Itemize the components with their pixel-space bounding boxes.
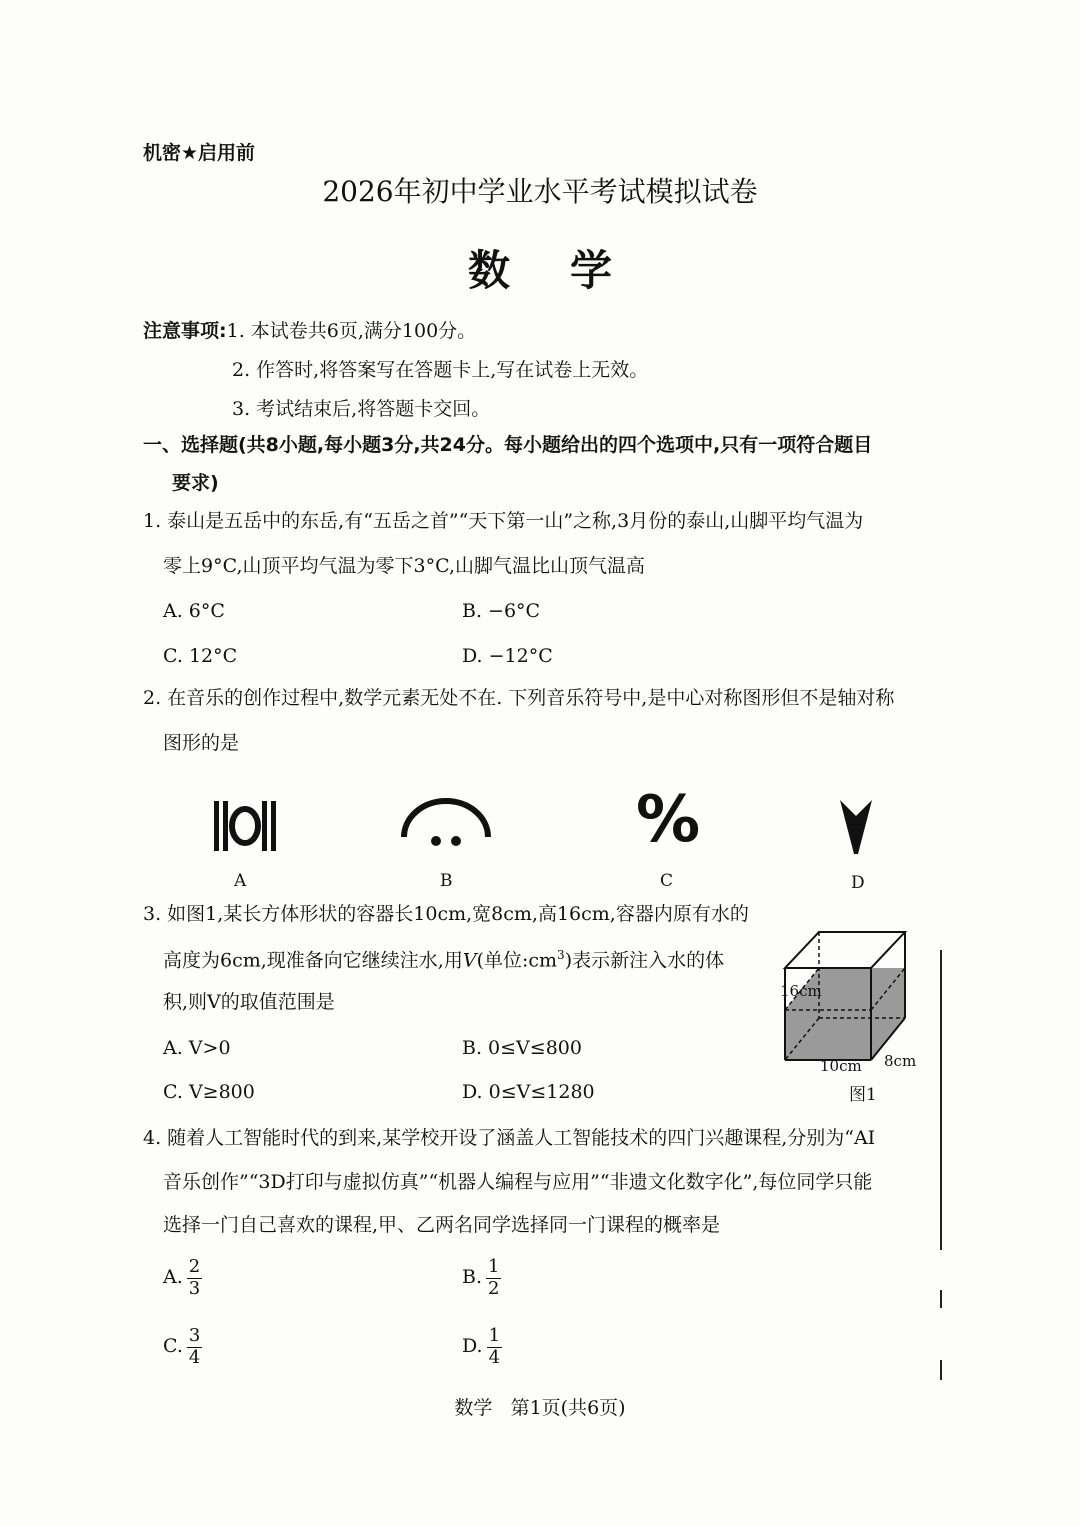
confidential-mark: 机密★启用前 (143, 142, 256, 164)
footer-subject: 数学 (454, 1397, 493, 1419)
note-item: 3. 考试结束后,将答题卡交回。 (232, 398, 491, 420)
fraction-numerator: 1 (488, 1256, 500, 1277)
footer-page: 第1页(共6页) (510, 1397, 626, 1419)
fraction-numerator: 1 (488, 1325, 501, 1346)
section-heading: 一、选择题(共8小题,每小题3分,共24分。每小题给出的四个选项中,只有一项符合题目 (143, 434, 873, 456)
fraction-numerator: 3 (188, 1325, 201, 1346)
q4-stem-cont: 音乐创作”“3D打印与虚拟仿真”“机器人编程与应用”“非遗文化数字化”,每位同学只能 (163, 1171, 873, 1193)
q1-stem: 1. 泰山是五岳中的东岳,有“五岳之首”“天下第一山”之称,3月份的泰山,山脚平均气温为 (143, 510, 864, 532)
scan-margin-mark (940, 1290, 942, 1308)
figure-height-label: 16cm (780, 982, 822, 1000)
scan-margin-mark (940, 1360, 942, 1380)
option-letter: B. (462, 1266, 483, 1289)
q3-stem: 3. 如图1,某长方体形状的容器长10cm,宽8cm,高16cm,容器内原有水的 (143, 903, 749, 925)
q4-option-b (462, 1257, 501, 1299)
q1-option-a: A. 6°C (163, 600, 225, 622)
note-item: 1. 本试卷共6页,满分100分。 (226, 320, 477, 342)
q3-option-d: D. 0≤V≤1280 (462, 1081, 595, 1103)
q1-stem-cont: 零上9°C,山顶平均气温为零下3°C,山脚气温比山顶气温高 (163, 555, 645, 577)
q3-text: 高度为6cm,现准备向它继续注水,用 (163, 949, 463, 972)
q1-option-c: C. 12°C (163, 645, 238, 667)
notes-line-1 (143, 322, 476, 341)
music-symbol-d-icon (836, 796, 876, 858)
q4-option-d (462, 1326, 502, 1368)
q2-stem: 2. 在音乐的创作过程中,数学元素无处不在. 下列音乐符号中,是中心对称图形但不是轴对称 (143, 687, 895, 709)
figure-width-label: 8cm (884, 1052, 917, 1070)
q3-option-c: C. V≥800 (163, 1081, 255, 1103)
figure-caption: 图1 (849, 1085, 877, 1105)
q3-stem-cont2: 积,则V的取值范围是 (163, 991, 335, 1013)
music-symbol-a-icon (210, 795, 280, 857)
symbol-label-d: D (851, 873, 865, 893)
fraction-denominator: 3 (188, 1277, 201, 1299)
fraction-denominator: 2 (488, 1277, 500, 1299)
option-letter: A. (163, 1266, 183, 1289)
q3-option-a: A. V>0 (163, 1037, 231, 1059)
q3-var: V (462, 949, 477, 972)
fraction-denominator: 4 (488, 1346, 501, 1368)
q3-option-b: B. 0≤V≤800 (462, 1037, 582, 1059)
q4-option-a (163, 1257, 202, 1299)
music-symbol-c-icon: % (636, 783, 701, 857)
option-letter: C. (163, 1335, 183, 1358)
music-symbol-b-icon (400, 795, 492, 855)
exam-title: 2026年初中学业水平考试模拟试卷 (322, 175, 758, 208)
fraction-numerator: 2 (188, 1256, 201, 1277)
option-letter: D. (462, 1335, 483, 1358)
symbol-label-a: A (234, 871, 247, 891)
notes-label: 注意事项: (143, 320, 227, 342)
q3-sup: 3 (557, 948, 565, 962)
q3-text: )表示新注入水的体 (564, 949, 725, 972)
q1-option-d: D. −12°C (462, 645, 553, 667)
section-heading-cont: 要求) (172, 472, 219, 494)
page-footer (0, 1393, 1080, 1420)
scan-margin-line (940, 950, 942, 1250)
q4-stem-cont2: 选择一门自己喜欢的课程,甲、乙两名同学选择同一门课程的概率是 (163, 1214, 721, 1236)
q2-stem-cont: 图形的是 (163, 732, 240, 754)
figure-length-label: 10cm (820, 1057, 862, 1075)
note-item: 2. 作答时,将答案写在答题卡上,写在试卷上无效。 (232, 359, 649, 381)
q3-stem-cont (163, 949, 724, 970)
symbol-label-b: B (440, 871, 453, 891)
fraction-denominator: 4 (188, 1346, 201, 1368)
q4-option-c (163, 1326, 202, 1368)
q1-option-b: B. −6°C (462, 600, 541, 622)
q4-stem: 4. 随着人工智能时代的到来,某学校开设了涵盖人工智能技术的四门兴趣课程,分别为“AI (143, 1127, 876, 1149)
symbol-label-c: C (660, 871, 674, 891)
q3-text: (单位:cm (476, 949, 558, 972)
subject-title: 数学 (467, 246, 672, 295)
